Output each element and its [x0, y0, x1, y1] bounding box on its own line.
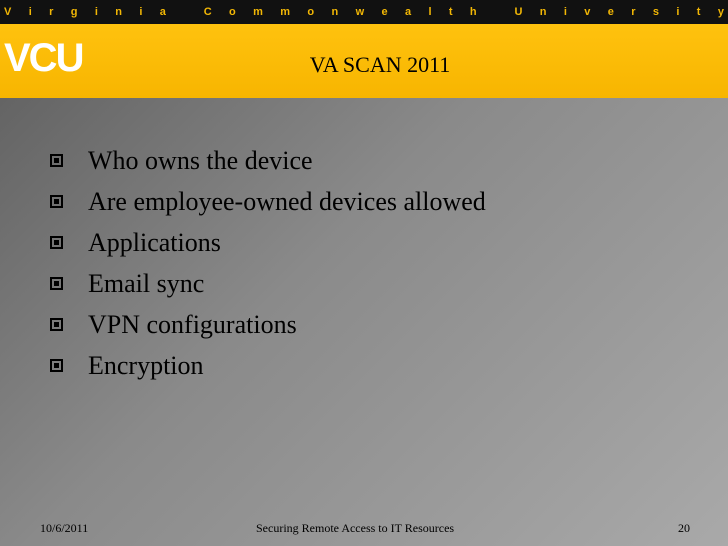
- university-name-letter: i: [676, 6, 680, 18]
- bullet-list: [50, 140, 486, 386]
- university-name-letter: i: [94, 6, 98, 18]
- university-name-letter: s: [652, 6, 659, 18]
- footer-date: 10/6/2011: [40, 521, 89, 535]
- university-name-letter: y: [717, 6, 724, 18]
- university-name-letter: i: [28, 6, 32, 18]
- bullet-text: Encryption: [88, 350, 204, 380]
- university-name-letter: i: [139, 6, 143, 18]
- university-name-letter: m: [280, 6, 291, 18]
- university-name-letter: [494, 6, 497, 18]
- university-name-letter: t: [448, 6, 453, 18]
- bullet-item: [50, 263, 486, 304]
- vcu-logo: VCU: [4, 36, 83, 80]
- bullet-item: [50, 181, 486, 222]
- bullet-item: [50, 140, 486, 181]
- university-name: [0, 0, 728, 24]
- slide-number: 20: [678, 521, 690, 535]
- university-name-letter: r: [631, 6, 636, 18]
- university-name-letter: U: [514, 6, 523, 18]
- university-name-letter: a: [404, 6, 412, 18]
- boxed-square-bullet-icon: [50, 359, 63, 372]
- university-name-letter: a: [159, 6, 166, 18]
- university-name-letter: o: [307, 6, 315, 18]
- university-name-letter: [183, 6, 186, 18]
- university-name-letter: i: [563, 6, 567, 18]
- boxed-square-bullet-icon: [50, 277, 63, 290]
- bullet-item: [50, 345, 486, 386]
- boxed-square-bullet-icon: [50, 154, 63, 167]
- bullet-text: Email sync: [88, 268, 205, 298]
- university-name-letter: n: [539, 6, 547, 18]
- university-name-letter: C: [203, 6, 212, 18]
- slide-title: VA SCAN 2011: [309, 52, 451, 77]
- university-name-letter: w: [355, 6, 365, 18]
- university-name-letter: r: [49, 6, 54, 18]
- bullet-text: Are employee-owned devices allowed: [88, 186, 486, 216]
- boxed-square-bullet-icon: [50, 236, 63, 249]
- university-name-letter: v: [584, 6, 591, 18]
- university-name-letter: m: [253, 6, 263, 18]
- bullet-item: [50, 304, 486, 345]
- footer-title: Securing Remote Access to IT Resources: [256, 521, 455, 535]
- boxed-square-bullet-icon: [50, 318, 63, 331]
- university-name-letter: o: [229, 6, 236, 18]
- university-name-letter: e: [607, 6, 614, 18]
- university-name-letter: g: [70, 6, 78, 18]
- boxed-square-bullet-icon: [50, 195, 63, 208]
- university-name-letter: e: [381, 6, 388, 18]
- university-name-letter: n: [331, 6, 339, 18]
- bullet-text: Who owns the device: [88, 145, 313, 175]
- university-name-letter: l: [428, 6, 432, 18]
- university-name-letter: V: [4, 6, 12, 18]
- university-name-letter: h: [469, 6, 477, 18]
- university-name-letter: n: [115, 6, 123, 18]
- bullet-text: VPN configurations: [88, 309, 297, 339]
- bullet-item: [50, 222, 486, 263]
- university-name-letter: t: [696, 6, 701, 18]
- bullet-text: Applications: [88, 227, 221, 257]
